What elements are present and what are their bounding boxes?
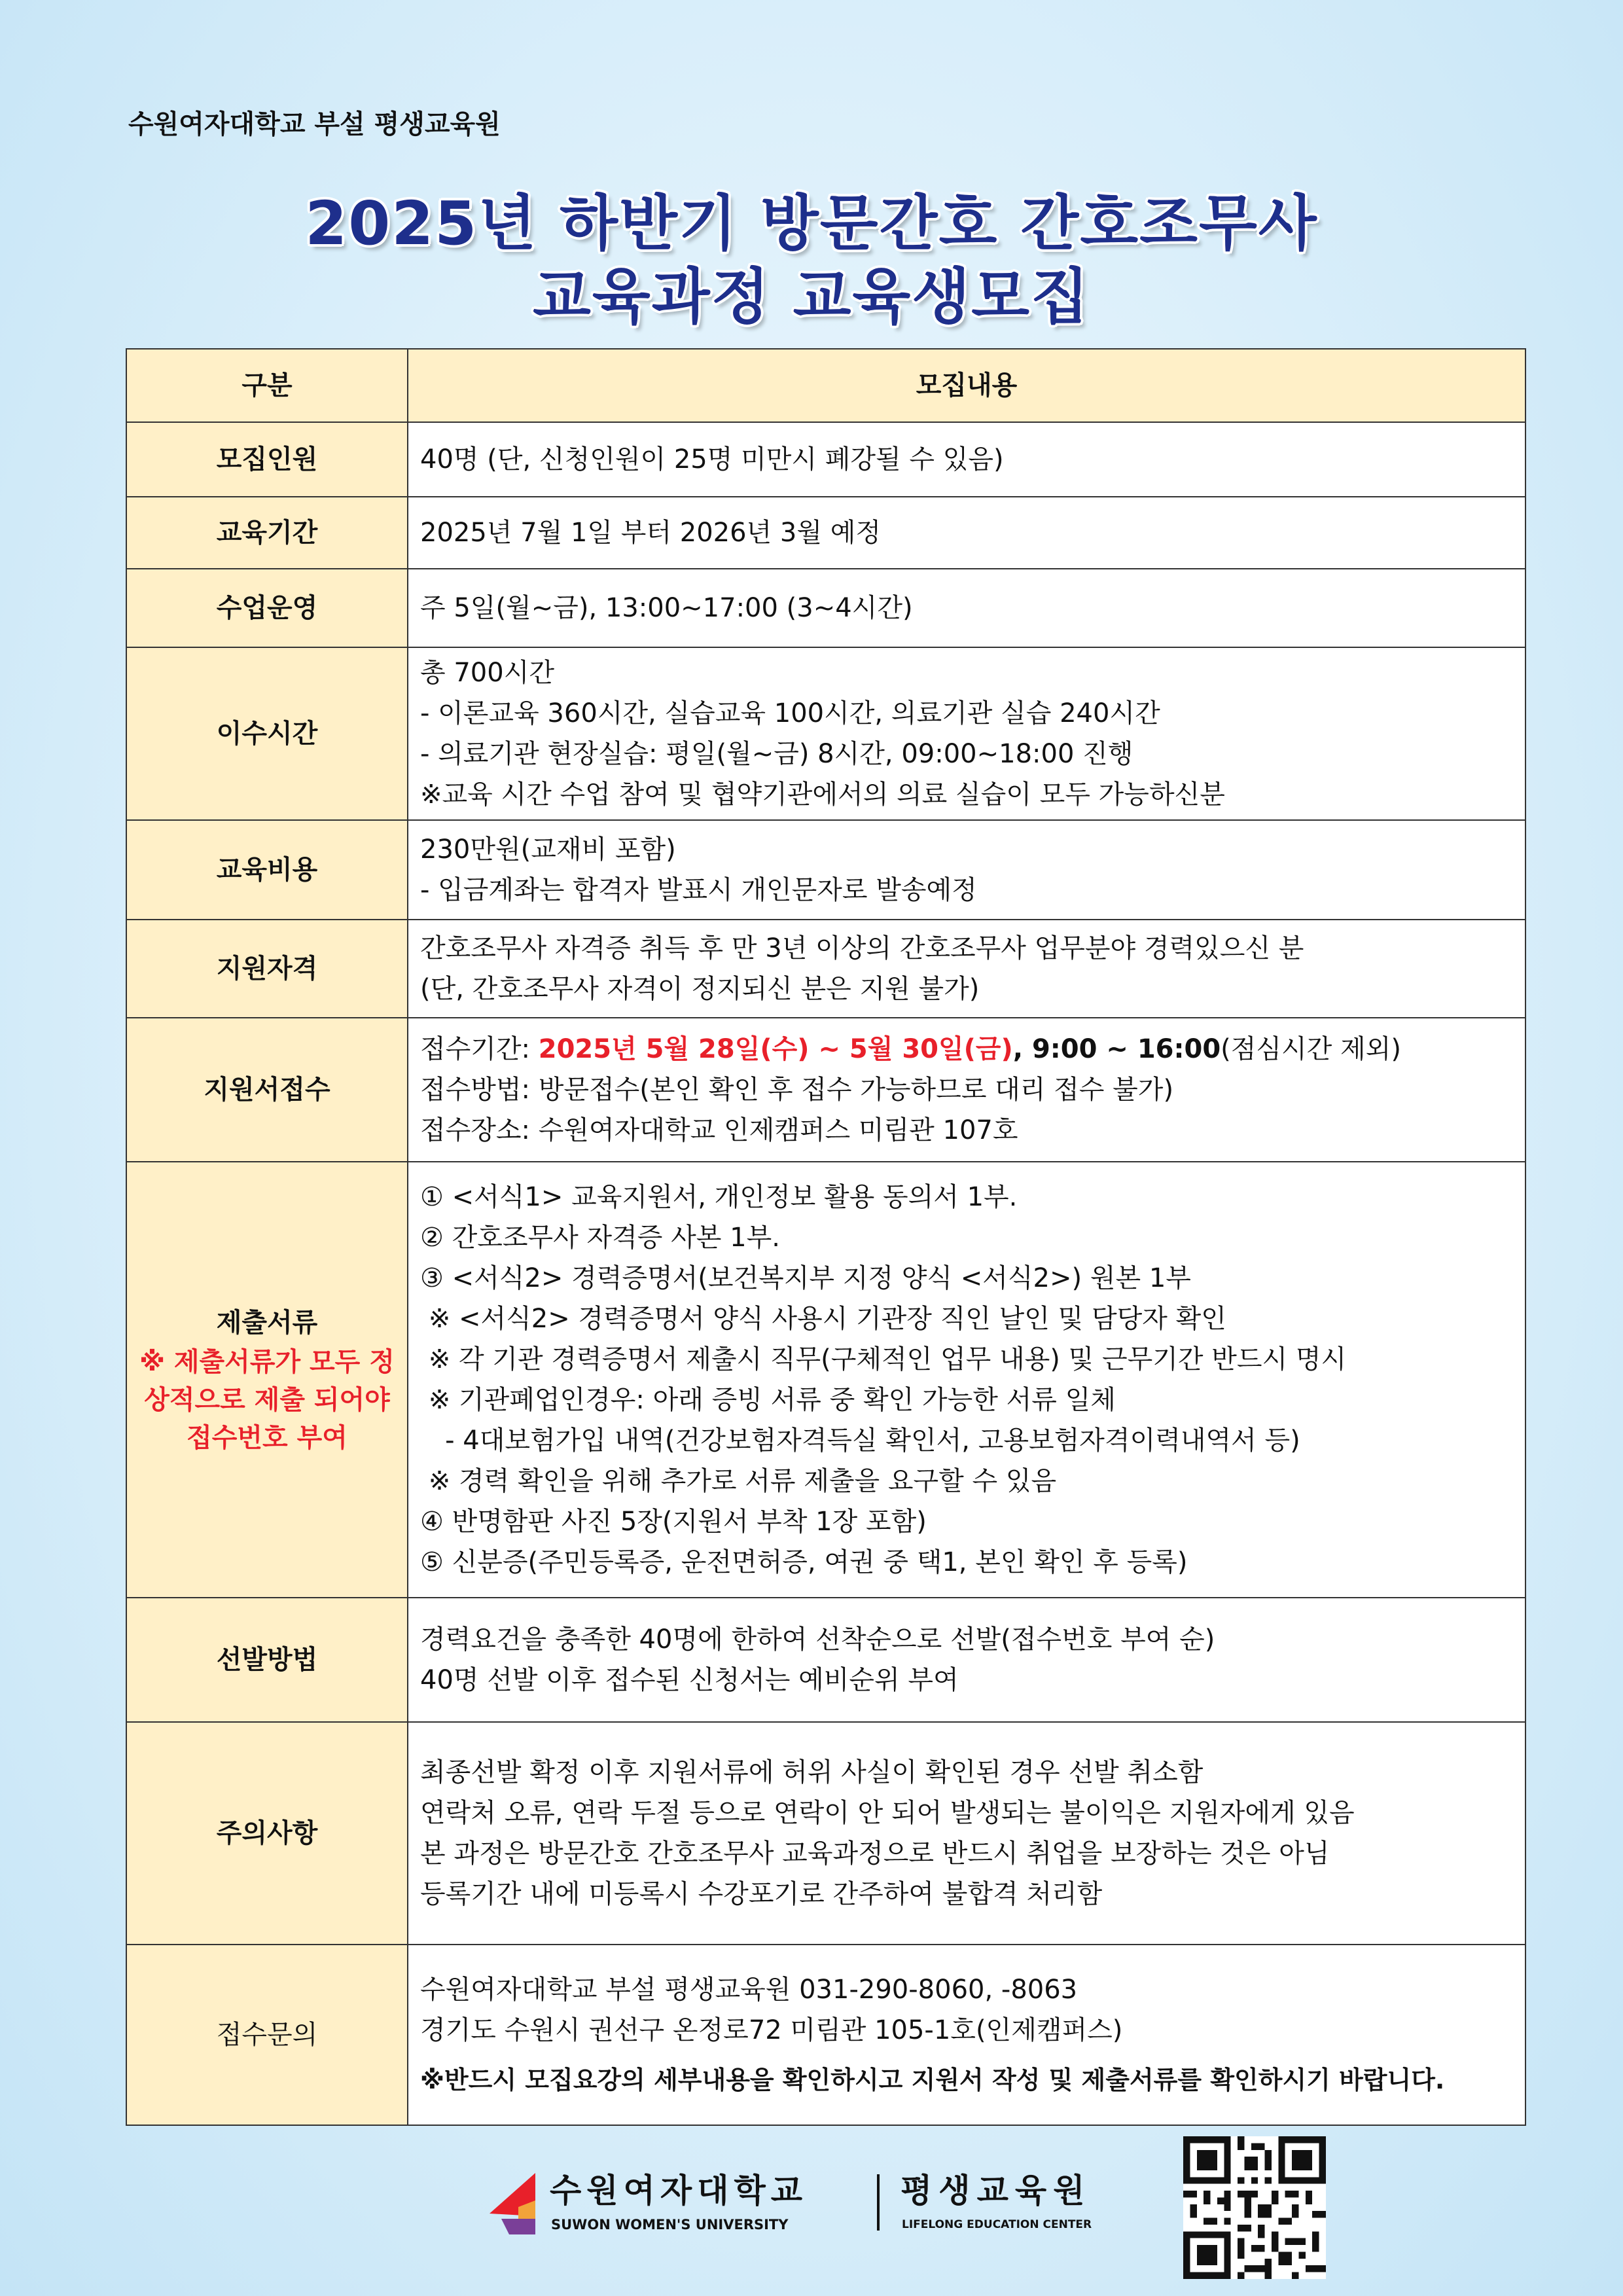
- row-selection: [126, 1598, 1525, 1722]
- selection-line: 40명 선발 이후 접수된 신청서는 예비순위 부여: [420, 1665, 959, 1695]
- inquiry-line: 경기도 수원시 권선구 온정로72 미림관 105-1호(인제캠퍼스): [420, 2015, 1123, 2045]
- logo-university-en: SUWON WOMEN'S UNIVERSITY: [551, 2217, 789, 2233]
- row-inquiry: [126, 1945, 1525, 2125]
- documents-title: 제출서류: [216, 1308, 318, 1338]
- content-operation: [408, 569, 1525, 647]
- row-cost: [126, 820, 1525, 920]
- period-text: 2025년 7월 1일 부터 2026년 3월 예정: [420, 518, 881, 548]
- document-note: ※ <서식2> 경력증명서 양식 사용시 기관장 직인 날인 및 담당자 확인: [420, 1304, 1226, 1334]
- content-inquiry: [408, 1945, 1525, 2125]
- logo-center-en: LIFELONG EDUCATION CENTER: [902, 2218, 1092, 2231]
- hours-line: ※교육 시간 수업 참여 및 협약기관에서의 의료 실습이 모두 가능하신분: [420, 780, 1225, 810]
- application-place: 접수장소: 수원여자대학교 인제캠퍼스 미림관 107호: [420, 1115, 1018, 1145]
- application-method: 접수방법: 방문접수(본인 확인 후 접수 가능하므로 대리 접수 불가): [420, 1075, 1174, 1105]
- documents-note-line1: ※ 제출서류가 모두 정: [139, 1347, 395, 1377]
- documents-note-line3: 접수번호 부여: [187, 1423, 348, 1453]
- row-recruit: [126, 422, 1525, 497]
- logo-divider: [877, 2174, 880, 2231]
- content-documents: [408, 1162, 1525, 1598]
- caution-line: 본 과정은 방문간호 간호조무사 교육과정으로 반드시 취업을 보장하는 것은 아님: [420, 1839, 1330, 1869]
- caution-line: 등록기간 내에 미등록시 수강포기로 간주하여 불합격 처리함: [420, 1879, 1103, 1909]
- label-operation: 수업운영: [126, 569, 408, 647]
- application-period-prefix: 접수기간:: [420, 1034, 539, 1064]
- label-recruit: 모집인원: [126, 422, 408, 497]
- row-qualification: [126, 920, 1525, 1018]
- table-header-row: [126, 349, 1525, 422]
- row-application: [126, 1018, 1525, 1162]
- logo-university-ko: 수원여자대학교: [550, 2172, 808, 2210]
- label-period: 교육기간: [126, 497, 408, 569]
- page-title-line2: 교육과정 교육생모집: [533, 262, 1090, 332]
- operation-text: 주 5일(월~금), 13:00~17:00 (3~4시간): [420, 593, 913, 623]
- document-item: ③ <서식2> 경력증명서(보건복지부 지정 양식 <서식2>) 원본 1부: [420, 1263, 1191, 1293]
- content-recruit: [408, 422, 1525, 497]
- page-title-line1: 2025년 하반기 방문간호 간호조무사: [305, 188, 1318, 259]
- content-qualification: [408, 920, 1525, 1018]
- qr-code[interactable]: [1183, 2136, 1326, 2279]
- label-qualification: 지원자격: [126, 920, 408, 1018]
- header-category: 구분: [126, 349, 408, 422]
- recruitment-table: [126, 348, 1526, 2126]
- application-period: [420, 1029, 1513, 1069]
- header-content: 모집내용: [408, 349, 1525, 422]
- caution-line: 연락처 오류, 연락 두절 등으로 연락이 안 되어 발생되는 불이익은 지원자에게 있음: [420, 1798, 1355, 1828]
- content-caution: [408, 1722, 1525, 1945]
- label-cost: 교육비용: [126, 820, 408, 920]
- row-documents: [126, 1162, 1525, 1598]
- qualification-line: 간호조무사 자격증 취득 후 만 3년 이상의 간호조무사 업무분야 경력있으신 분: [420, 933, 1304, 963]
- caution-line: 최종선발 확정 이후 지원서류에 허위 사실이 확인된 경우 선발 취소함: [420, 1757, 1204, 1787]
- hours-line: - 의료기관 현장실습: 평일(월~금) 8시간, 09:00~18:00 진행: [420, 739, 1133, 769]
- hours-line: - 이론교육 360시간, 실습교육 100시간, 의료기관 실습 240시간: [420, 698, 1160, 728]
- selection-line: 경력요건을 충족한 40명에 한하여 선착순으로 선발(접수번호 부여 순): [420, 1624, 1215, 1655]
- row-caution: [126, 1722, 1525, 1945]
- inquiry-line: 수원여자대학교 부설 평생교육원 031-290-8060, -8063: [420, 1975, 1078, 2005]
- cost-line: 230만원(교재비 포함): [420, 834, 676, 865]
- document-note: ※ 기관폐업인경우: 아래 증빙 서류 중 확인 가능한 서류 일체: [420, 1385, 1116, 1415]
- document-note: ※ 각 기관 경력증명서 제출시 직무(구체적인 업무 내용) 및 근무기간 반드시 명시: [420, 1344, 1347, 1374]
- inquiry-notice: ※반드시 모집요강의 세부내용을 확인하시고 지원서 작성 및 제출서류를 확인하시기 바랍니다.: [420, 2066, 1445, 2094]
- label-hours: 이수시간: [126, 647, 408, 820]
- document-item: ④ 반명함판 사진 5장(지원서 부착 1장 포함): [420, 1507, 927, 1537]
- document-note: - 4대보험가입 내역(건강보험자격득실 확인서, 고용보험자격이력내역서 등): [420, 1426, 1300, 1456]
- content-period: [408, 497, 1525, 569]
- document-item: ② 간호조무사 자격증 사본 1부.: [420, 1223, 780, 1253]
- label-inquiry: 접수문의: [126, 1945, 408, 2125]
- logo-center-ko: 평생교육원: [901, 2172, 1092, 2210]
- recruit-text: 40명 (단, 신청인원이 25명 미만시 폐강될 수 있음): [420, 444, 1004, 475]
- content-cost: [408, 820, 1525, 920]
- content-application: [408, 1018, 1525, 1162]
- row-period: [126, 497, 1525, 569]
- organization-name: 수원여자대학교 부설 평생교육원: [128, 109, 501, 139]
- row-operation: [126, 569, 1525, 647]
- label-selection: 선발방법: [126, 1598, 408, 1722]
- document-note: ※ 경력 확인을 위해 추가로 서류 제출을 요구할 수 있음: [420, 1466, 1057, 1496]
- logo-mark-purple: [501, 2219, 535, 2234]
- document-item: ① <서식1> 교육지원서, 개인정보 활용 동의서 1부.: [420, 1182, 1018, 1212]
- content-hours: [408, 647, 1525, 820]
- row-hours: [126, 647, 1525, 820]
- content-selection: [408, 1598, 1525, 1722]
- application-period-dates: 2025년 5월 28일(수) ~ 5월 30일(금): [538, 1034, 1013, 1064]
- document-item: ⑤ 신분증(주민등록증, 운전면허증, 여권 중 택1, 본인 확인 후 등록): [420, 1547, 1188, 1577]
- label-caution: 주의사항: [126, 1722, 408, 1945]
- label-documents: [126, 1162, 408, 1598]
- university-logo: [490, 2161, 1131, 2240]
- hours-line: 총 700시간: [420, 658, 554, 688]
- cost-line: - 입금계좌는 합격자 발표시 개인문자로 발송예정: [420, 875, 977, 905]
- label-application: 지원서접수: [126, 1018, 408, 1162]
- documents-note-line2: 상적으로 제출 되어야: [144, 1385, 390, 1415]
- qualification-line: (단, 간호조무사 자격이 정지되신 분은 지원 불가): [420, 974, 980, 1004]
- application-period-suffix: (점심시간 제외): [1221, 1034, 1401, 1064]
- application-period-time: , 9:00 ~ 16:00: [1012, 1034, 1221, 1064]
